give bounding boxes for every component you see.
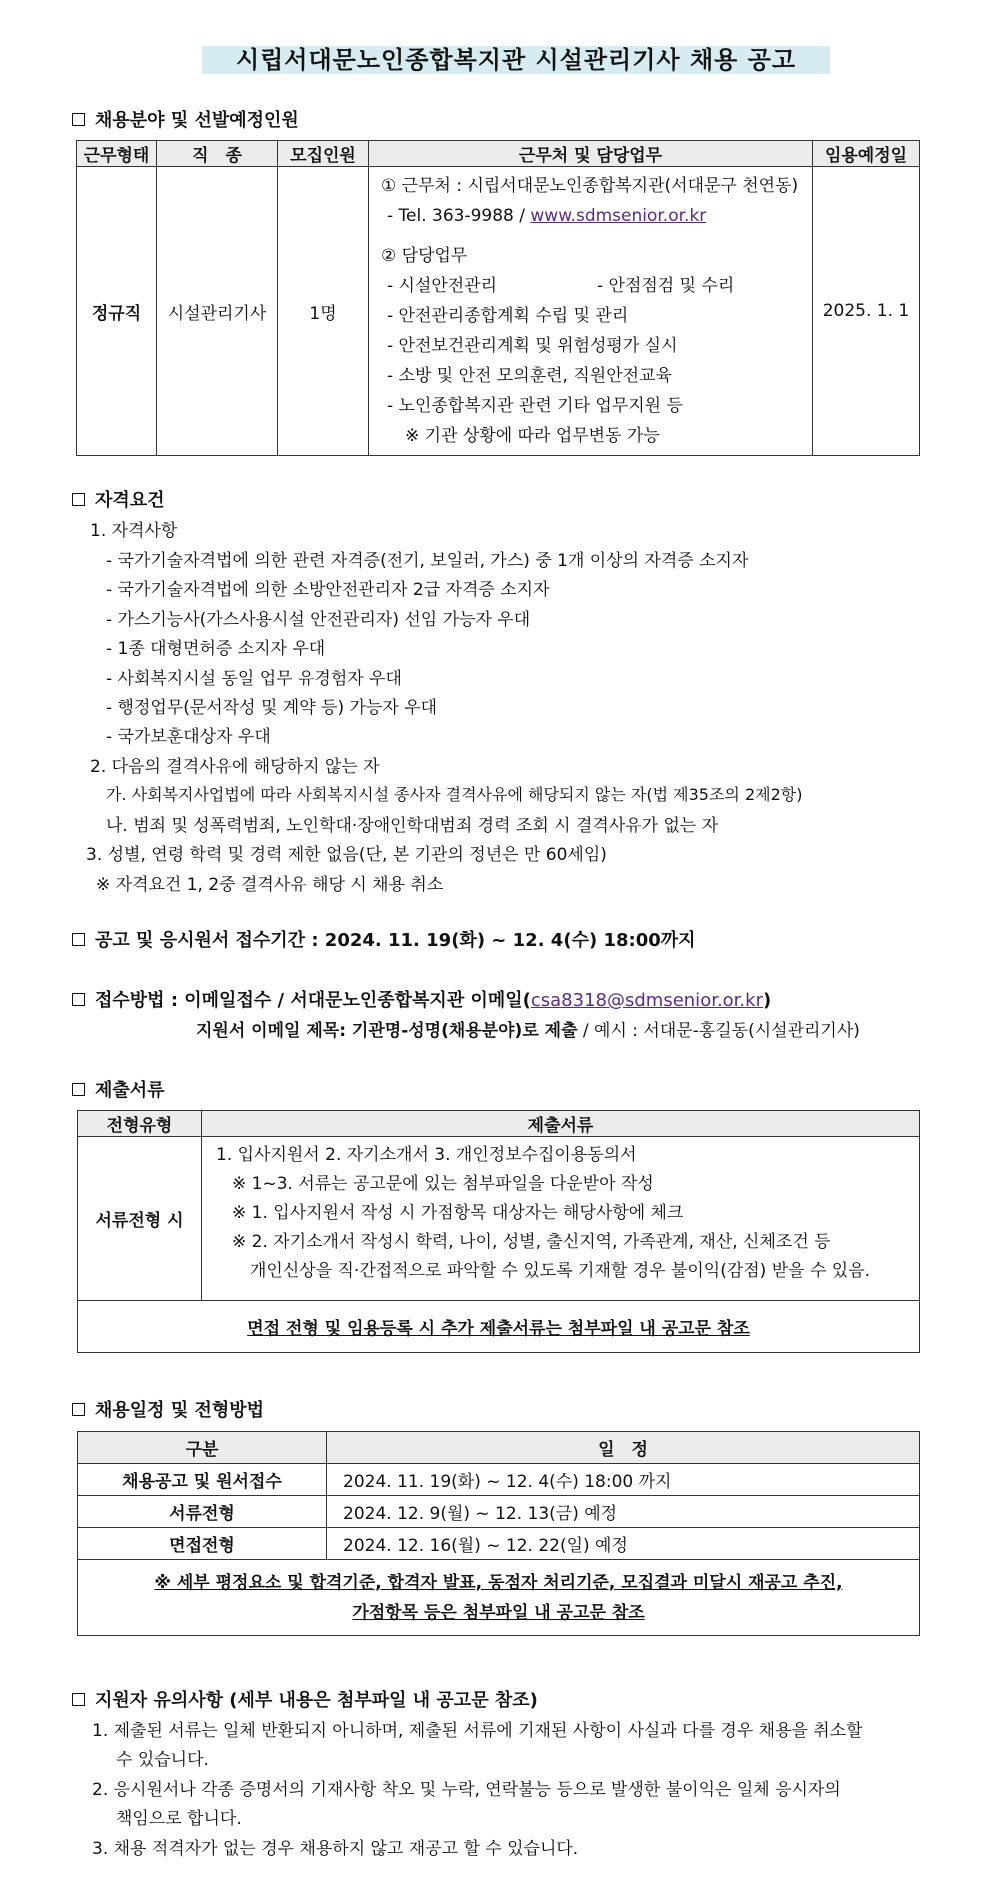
- checkbox-square-icon: [72, 493, 85, 506]
- notice-item: 3. 채용 적격자가 없는 경우 채용하지 않고 재공고 할 수 있습니다.: [92, 1839, 579, 1859]
- checkbox-square-icon: [72, 1083, 85, 1096]
- table-row: [78, 1464, 920, 1496]
- table-header-row: [78, 1432, 920, 1464]
- table-header-cell: 근무처 및 담당업무: [369, 141, 813, 167]
- email-subject-line: [196, 1016, 860, 1041]
- section-heading-text: 공고 및 응시원서 접수기간 : 2024. 11. 19(화) ~ 12. 4(수) 18:00까지: [95, 930, 696, 951]
- section-heading-text: 채용분야 및 선발예정인원: [95, 110, 299, 131]
- qualification-item: 가. 사회복지사업법에 따라 사회복지시설 종사자 결격사유에 해당되지 않는 자(법 제35조의 2제2항): [106, 785, 803, 804]
- table-header-row: [78, 1111, 920, 1137]
- section-heading-submission-method: [72, 986, 771, 1012]
- qualification-item: - 1종 대형면허증 소지자 우대: [106, 639, 326, 659]
- section-heading-notices: [72, 1686, 538, 1712]
- documents-cell: [202, 1137, 920, 1301]
- table-row: [78, 1496, 920, 1528]
- tel-text: - Tel. 363-9988 /: [387, 206, 531, 226]
- documents-table: [77, 1110, 920, 1353]
- recruitment-table: [76, 140, 920, 456]
- employment-type: 정규직: [77, 167, 157, 456]
- qualification-item: - 사회복지시설 동일 업무 유경험자 우대: [106, 669, 402, 689]
- recruit-count: 1명: [278, 167, 369, 456]
- schedule-note-line: 가점항목 등은 첨부파일 내 공고문 참조: [352, 1602, 645, 1623]
- schedule-value: 2024. 12. 9(월) ~ 12. 13(금) 예정: [327, 1496, 920, 1528]
- section-heading-text: 접수방법 : 이메일접수 / 서대문노인종합복지관 이메일(: [95, 990, 531, 1011]
- workplace-duties-cell: [369, 167, 813, 456]
- table-row: [78, 1137, 920, 1301]
- schedule-label: 채용공고 및 원서접수: [78, 1464, 327, 1496]
- qualification-item: 나. 범죄 및 성폭력범죄, 노인학대·장애인학대범죄 경력 조회 시 결격사유가 없는 자: [106, 816, 719, 836]
- duty-row: [381, 271, 812, 301]
- checkbox-square-icon: [72, 993, 85, 1006]
- schedule-table: [77, 1431, 920, 1636]
- section-heading-text: 채용일정 및 전형방법: [95, 1400, 265, 1421]
- table-row: [78, 1560, 920, 1636]
- table-header-cell: 전형유형: [78, 1111, 202, 1137]
- table-header-cell: 제출서류: [202, 1111, 920, 1137]
- notice-item: 2. 응시원서나 각종 증명서의 기재사항 착오 및 누락, 연락불능 등으로 발생한 불이익은 일체 응시자의: [92, 1780, 841, 1800]
- section-heading-schedule: [72, 1396, 264, 1422]
- table-row: [78, 1301, 920, 1353]
- contact-line: [381, 201, 812, 231]
- section-heading-text: 자격요건: [95, 490, 165, 511]
- workplace-label: ① 근무처 : 시립서대문노인종합복지관(서대문구 천연동): [381, 176, 799, 196]
- duty-item: - 안전관리종합계획 수립 및 관리: [387, 306, 629, 326]
- document-note: 개인신상을 직·간접적으로 파악할 수 있도록 기재할 경우 불이익(감점) 받을 수 있음.: [250, 1261, 871, 1281]
- schedule-note-line: ※ 세부 평정요소 및 합격기준, 합격자 발표, 동점자 처리기준, 모집결과 미달시 재공고 추진,: [154, 1572, 843, 1593]
- section-heading-qualifications: [72, 486, 165, 512]
- schedule-value: 2024. 11. 19(화) ~ 12. 4(수) 18:00 까지: [327, 1464, 920, 1496]
- section-heading-documents: [72, 1076, 165, 1102]
- duty-item: - 소방 및 안전 모의훈련, 직원안전교육: [387, 366, 672, 386]
- qualification-item: - 가스기능사(가스사용시설 안전관리자) 선임 가능자 우대: [106, 610, 531, 630]
- table-row: [77, 167, 920, 456]
- notice-item: 1. 제출된 서류는 일체 반환되지 아니하며, 제출된 서류에 기재된 사항이 사실과 다를 경우 채용을 취소할: [92, 1721, 863, 1741]
- email-link[interactable]: csa8318@sdmsenior.or.kr: [530, 990, 763, 1011]
- table-header-cell: 임용예정일: [813, 141, 920, 167]
- schedule-value: 2024. 12. 16(월) ~ 12. 22(일) 예정: [327, 1528, 920, 1560]
- email-subject-rule: 지원서 이메일 제목: 기관명-성명(채용분야)로 제출: [196, 1021, 578, 1041]
- page-title: 시립서대문노인종합복지관 시설관리기사 채용 공고: [202, 46, 830, 74]
- job-title: 시설관리기사: [157, 167, 278, 456]
- checkbox-square-icon: [72, 1403, 85, 1416]
- checkbox-square-icon: [72, 933, 85, 946]
- document-note: ※ 1. 입사지원서 작성 시 가점항목 대상자는 해당사항에 체크: [232, 1203, 684, 1223]
- notice-item-continued: 책임으로 합니다.: [116, 1809, 242, 1829]
- qualification-item: - 국가기술자격법에 의한 소방안전관리자 2급 자격증 소지자: [106, 580, 550, 600]
- qualification-note: ※ 자격요건 1, 2중 결격사유 해당 시 채용 취소: [96, 875, 444, 895]
- schedule-label: 면접전형: [78, 1528, 327, 1560]
- notice-item-continued: 수 있습니다.: [116, 1750, 209, 1770]
- table-header-cell: 일 정: [327, 1432, 920, 1464]
- section-heading-text: 지원자 유의사항 (세부 내용은 첨부파일 내 공고문 참조): [95, 1690, 538, 1711]
- qualification-item: 3. 성별, 연령 학력 및 경력 제한 없음(단, 본 기관의 정년은 만 60세임): [86, 845, 607, 865]
- duty-note: ※ 기관 상황에 따라 업무변동 가능: [405, 426, 660, 446]
- qualification-item: 1. 자격사항: [90, 521, 178, 541]
- section-heading-period: [72, 926, 696, 952]
- checkbox-square-icon: [72, 1693, 85, 1706]
- table-header-row: [77, 141, 920, 167]
- schedule-note: [78, 1560, 920, 1636]
- table-header-cell: 모집인원: [278, 141, 369, 167]
- document-note: ※ 2. 자기소개서 작성시 학력, 나이, 성별, 출신지역, 가족관계, 재산, 신체조건 등: [232, 1232, 831, 1252]
- duty-item: - 안점점검 및 수리: [597, 276, 735, 296]
- qualification-item: - 국가보훈대상자 우대: [106, 727, 271, 747]
- table-row: [78, 1528, 920, 1560]
- table-header-cell: 구분: [78, 1432, 327, 1464]
- qualification-item: - 국가기술자격법에 의한 관련 자격증(전기, 보일러, 가스) 중 1개 이상의 자격증 소지자: [106, 551, 749, 571]
- schedule-label: 서류전형: [78, 1496, 327, 1528]
- email-subject-example: / 예시 : 서대문-홍길동(시설관리기사): [577, 1021, 860, 1041]
- table-header-cell: 직 종: [157, 141, 278, 167]
- duty-item: - 안전보건관리계획 및 위험성평가 실시: [387, 336, 678, 356]
- qualification-item: 2. 다음의 결격사유에 해당하지 않는 자: [90, 757, 380, 777]
- document-note: ※ 1~3. 서류는 공고문에 있는 첨부파일을 다운받아 작성: [232, 1174, 654, 1194]
- heading-suffix: ): [762, 990, 772, 1011]
- website-link[interactable]: www.sdmsenior.or.kr: [530, 206, 707, 226]
- start-date: 2025. 1. 1: [813, 167, 920, 456]
- qualification-item: - 행정업무(문서작성 및 계약 등) 가능자 우대: [106, 698, 437, 718]
- document-list: 1. 입사지원서 2. 자기소개서 3. 개인정보수집이용동의서: [216, 1145, 637, 1165]
- screening-type: 서류전형 시: [78, 1137, 202, 1301]
- duty-item: - 시설안전관리: [387, 276, 498, 296]
- checkbox-square-icon: [72, 113, 85, 126]
- duty-label: ② 담당업무: [381, 246, 468, 266]
- duty-item: - 노인종합복지관 관련 기타 업무지원 등: [387, 396, 683, 416]
- section-heading-text: 제출서류: [95, 1080, 165, 1101]
- table-header-cell: 근무형태: [77, 141, 157, 167]
- documents-note: 면접 전형 및 임용등록 시 추가 제출서류는 첨부파일 내 공고문 참조: [78, 1301, 920, 1353]
- section-heading-recruitment: [72, 106, 299, 132]
